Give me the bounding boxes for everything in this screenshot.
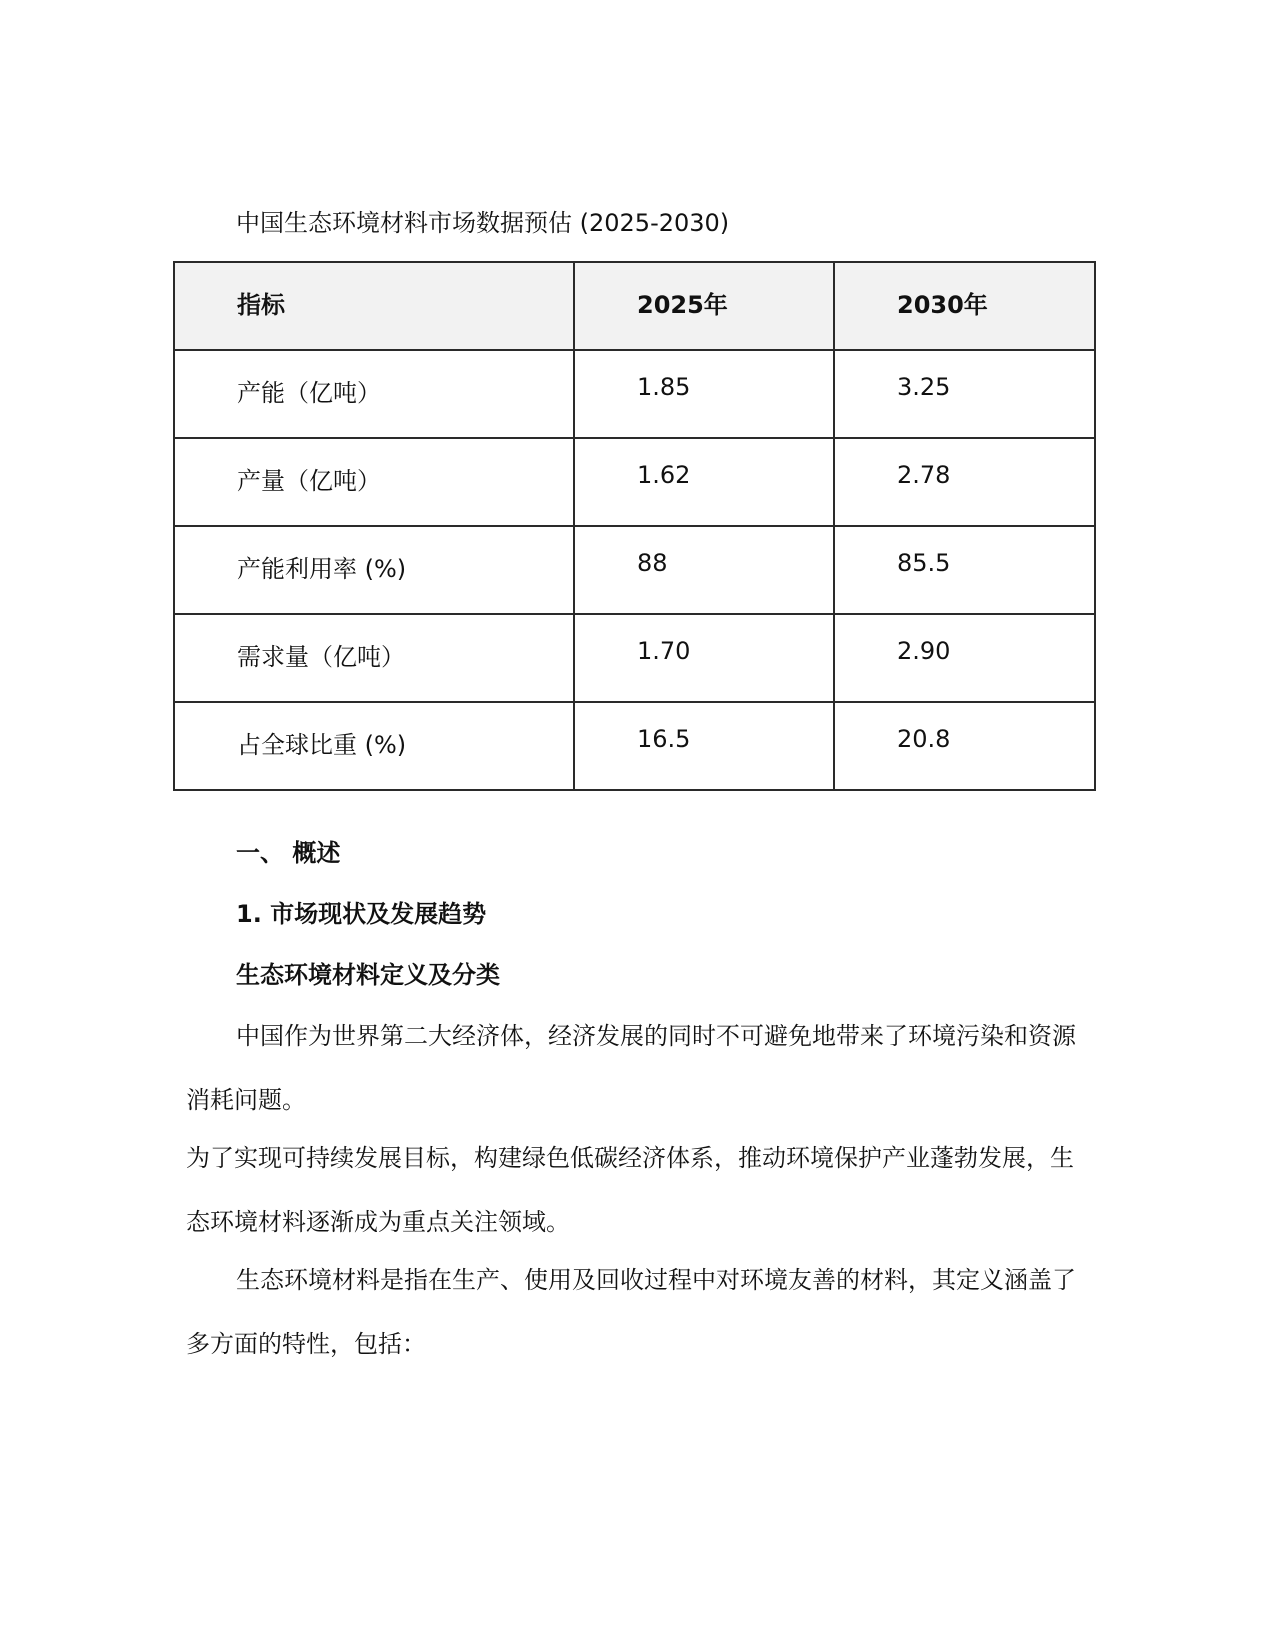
cell-2025: 1.70 [574,614,834,702]
cell-indicator: 产量（亿吨） [174,438,574,526]
paragraph-goal [186,1126,1086,1254]
table-header-row [174,262,1095,350]
paragraph-definition [186,1248,1086,1376]
section-heading: 一、 概述 [236,839,341,867]
cell-2025: 16.5 [574,702,834,790]
cell-indicator: 产能（亿吨） [174,350,574,438]
subsection-heading: 1. 市场现状及发展趋势 [236,900,487,928]
header-indicator: 指标 [174,262,574,350]
cell-2030: 20.8 [834,702,1095,790]
cell-2030: 3.25 [834,350,1095,438]
cell-2025: 88 [574,526,834,614]
paragraph-intro-text: 中国作为世界第二大经济体，经济发展的同时不可避免地带来了环境污染和资源消耗问题。 [186,1022,1076,1114]
market-data-table [173,261,1096,791]
cell-indicator: 产能利用率 (%) [174,526,574,614]
paragraph-goal-text: 为了实现可持续发展目标，构建绿色低碳经济体系，推动环境保护产业蓬勃发展，生态环境材料逐渐成为重点关注领域。 [186,1144,1074,1236]
cell-2030: 2.78 [834,438,1095,526]
cell-2030: 2.90 [834,614,1095,702]
cell-indicator: 占全球比重 (%) [174,702,574,790]
table-row [174,350,1095,438]
header-2030: 2030年 [834,262,1095,350]
table-row [174,702,1095,790]
table-caption: 中国生态环境材料市场数据预估 (2025-2030) [236,209,730,237]
table-row [174,526,1095,614]
cell-2025: 1.85 [574,350,834,438]
paragraph-intro [186,1004,1086,1132]
table-row [174,438,1095,526]
header-2025: 2025年 [574,262,834,350]
table-row [174,614,1095,702]
cell-2025: 1.62 [574,438,834,526]
cell-2030: 85.5 [834,526,1095,614]
paragraph-definition-text: 生态环境材料是指在生产、使用及回收过程中对环境友善的材料，其定义涵盖了多方面的特性，包括： [186,1266,1076,1358]
topic-heading: 生态环境材料定义及分类 [236,961,500,989]
cell-indicator: 需求量（亿吨） [174,614,574,702]
